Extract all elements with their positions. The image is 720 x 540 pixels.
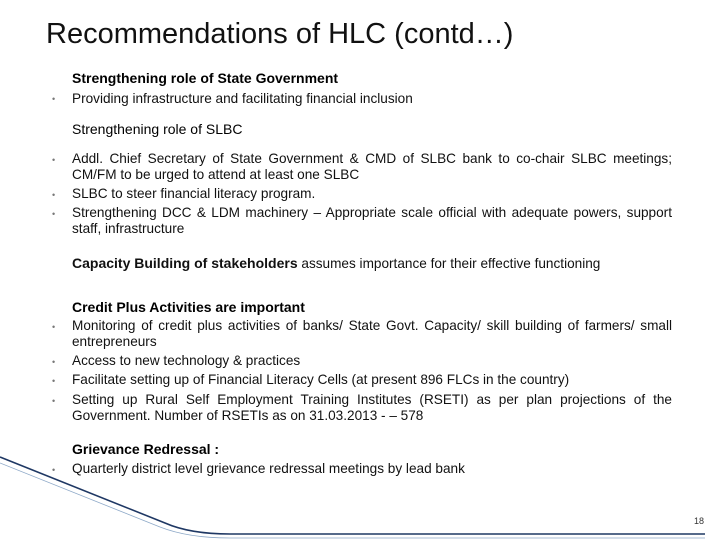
page-number: 18 xyxy=(693,516,704,526)
section-capacity-building xyxy=(72,256,672,272)
bullet: • xyxy=(52,322,56,332)
decorative-swoosh xyxy=(0,455,720,540)
list-item: Setting up Rural Self Employment Training Institutes (RSETI) as per plan projections of the Government. Number of RSETIs as on 31.03.2013 - – 578 xyxy=(72,392,672,423)
list-item: Access to new technology & practices xyxy=(72,353,301,368)
bullet: • xyxy=(52,376,56,386)
list-item: Providing infrastructure and facilitating financial inclusion xyxy=(72,91,413,106)
bullet: • xyxy=(52,465,56,475)
bullet: • xyxy=(52,94,56,104)
section-heading-capacity-rest: assumes importance for their effective functioning xyxy=(297,256,601,271)
bullet: • xyxy=(52,396,56,406)
swoosh-fill xyxy=(0,457,720,540)
list-item: Addl. Chief Secretary of State Government & CMD of SLBC bank to co-chair SLBC meetings; CM/FM to be urged to attend at least one SLBC xyxy=(72,151,672,182)
slide-title: Recommendations of HLC (contd…) xyxy=(46,18,514,50)
section-heading-capacity: Capacity Building of stakeholders xyxy=(72,255,298,271)
bullet: • xyxy=(52,155,56,165)
section-heading-slbc: Strengthening role of SLBC xyxy=(72,121,243,137)
list-item: Strengthening DCC & LDM machinery – Appropriate scale official with adequate powers, support staff, infrastructure xyxy=(72,205,672,236)
bullet: • xyxy=(52,357,56,367)
list-item: Facilitate setting up of Financial Literacy Cells (at present 896 FLCs in the country) xyxy=(72,372,570,387)
section-heading-state-government: Strengthening role of State Government xyxy=(72,70,339,86)
list-item: Quarterly district level grievance redressal meetings by lead bank xyxy=(72,461,465,476)
bullet: • xyxy=(52,190,56,200)
section-heading-grievance: Grievance Redressal : xyxy=(72,441,220,457)
list-item: Monitoring of credit plus activities of banks/ State Govt. Capacity/ skill building of farmers/ small entrepreneurs xyxy=(72,318,672,349)
list-item: SLBC to steer financial literacy program. xyxy=(72,186,316,201)
bullet: • xyxy=(52,209,56,219)
section-heading-credit-plus: Credit Plus Activities are important xyxy=(72,299,305,315)
